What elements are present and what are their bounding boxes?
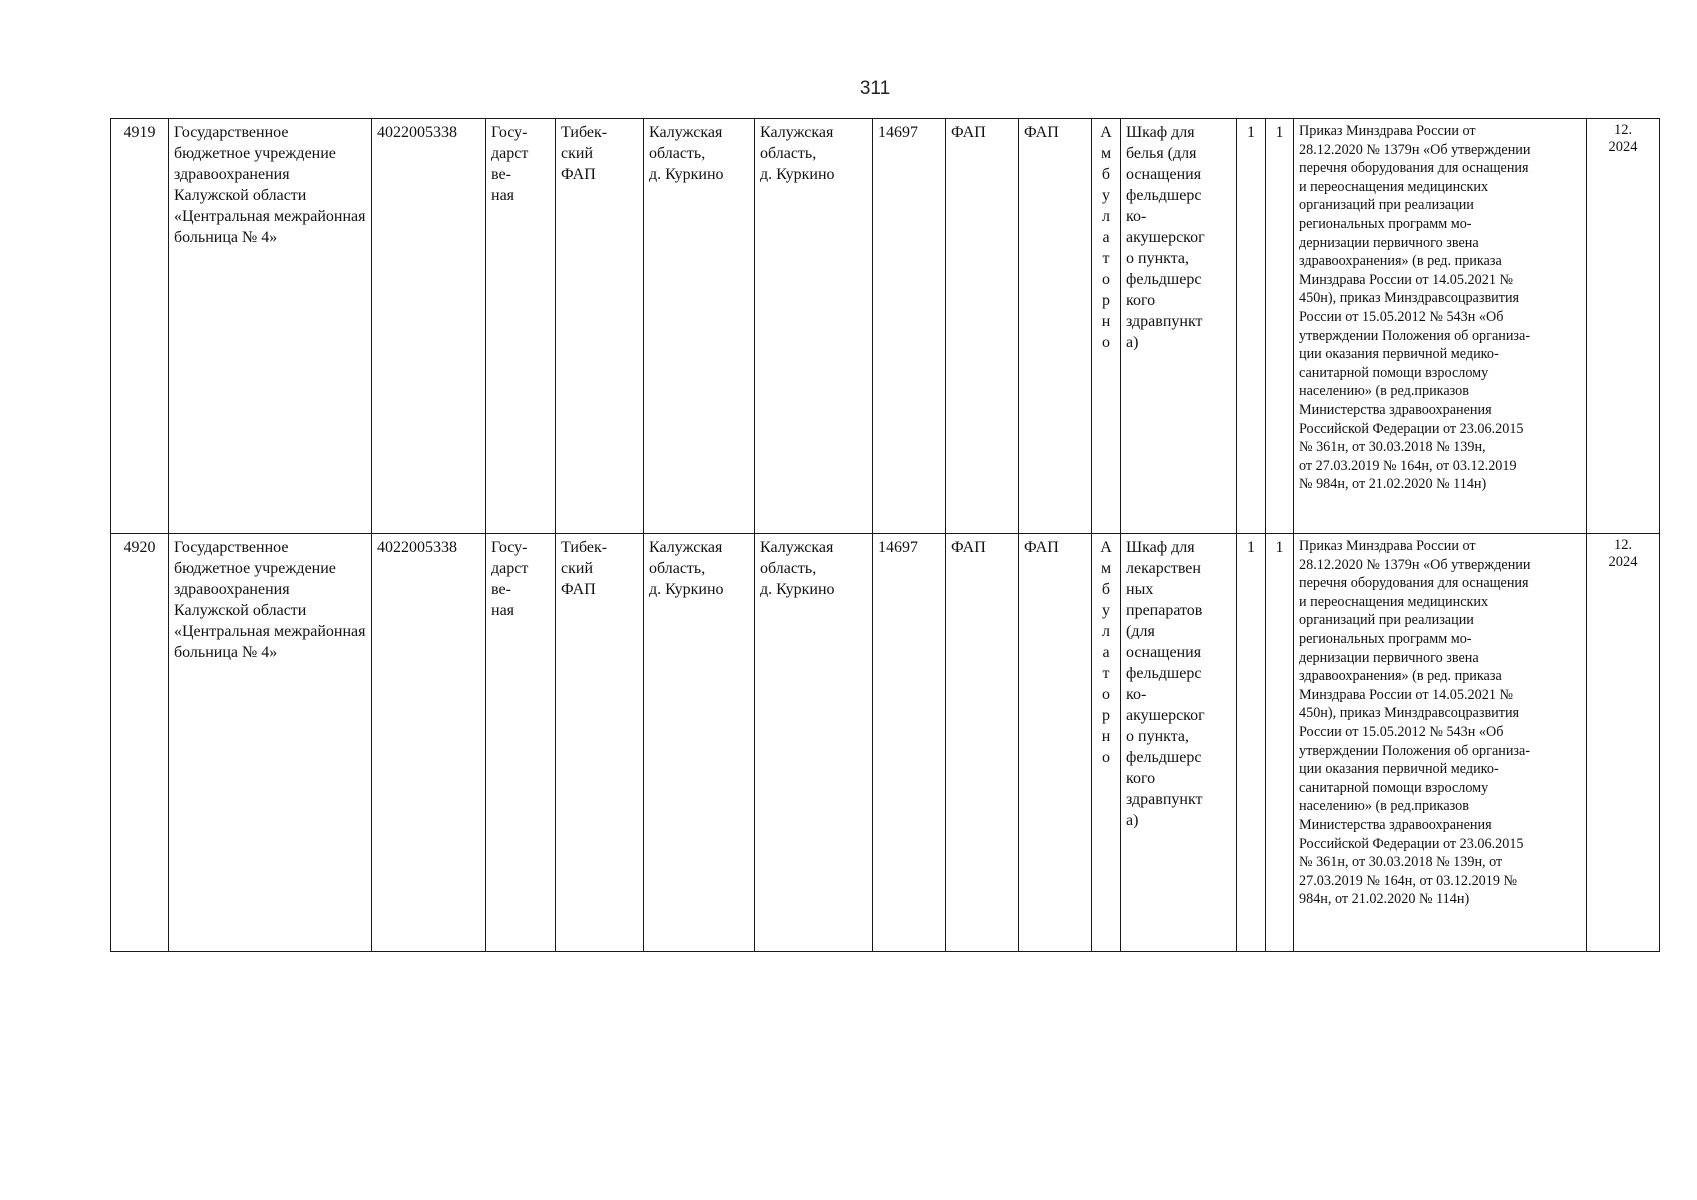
legal-address: Калужская область, д. Куркино	[644, 534, 755, 952]
equipment-name: Шкаф для лекарствен ных препаратов (для оснащения фельдшерс ко- акушерског о пункта, фельдшерс кого здравпункт а)	[1121, 534, 1237, 952]
quantity-required: 1	[1237, 119, 1266, 534]
unit-name: Тибек- ский ФАП	[556, 119, 644, 534]
organization-name: Государственное бюджетное учреждение здравоохранения Калужской области «Центральная межрайонная больница № 4»	[169, 119, 372, 534]
ownership-form: Госу- дарст ве- ная	[486, 534, 556, 952]
table-row	[111, 534, 1660, 952]
quantity-required: 1	[1237, 534, 1266, 952]
legal-address: Калужская область, д. Куркино	[644, 119, 755, 534]
ownership-form: Госу- дарст ве- ная	[486, 119, 556, 534]
facility-type: ФАП	[946, 119, 1019, 534]
legal-basis: Приказ Минздрава России от 28.12.2020 № 1379н «Об утверждении перечня оборудования для оснащения и переоснащения медицинских организаций при реализации региональных программ мо- дернизации первичного звена здравоохранения» (в ред. приказа Минздрава России от 14.05.2021 № 450н), приказ Минздравсоцразвития России от 15.05.2012 № 543н «Об утверждении Положения об организа- ции оказания первичной медико- санитарной помощи взрослому населению» (в ред.приказов Министерства здравоохранения Российской Федерации от 23.06.2015 № 361н, от 30.03.2018 № 139н, от 27.03.2019 № 164н, от 03.12.2019 № 984н, от 21.02.2020 № 114н)	[1294, 119, 1587, 534]
facility-code: 14697	[873, 534, 946, 952]
actual-address: Калужская область, д. Куркино	[755, 119, 873, 534]
facility-type: ФАП	[946, 534, 1019, 952]
inn-value: 4022005338	[372, 534, 486, 952]
quantity-planned: 1	[1266, 534, 1294, 952]
delivery-date: 12. 2024	[1587, 119, 1660, 534]
facility-code: 14697	[873, 119, 946, 534]
record-number: 4919	[111, 119, 169, 534]
unit-name: Тибек- ский ФАП	[556, 534, 644, 952]
facility-subtype: ФАП	[1019, 534, 1092, 952]
organization-name: Государственное бюджетное учреждение здравоохранения Калужской области «Центральная межрайонная больница № 4»	[169, 534, 372, 952]
equipment-name: Шкаф для белья (для оснащения фельдшерс ко- акушерског о пункта, фельдшерс кого здравпункт а)	[1121, 119, 1237, 534]
care-type-vertical: А м б у л а т о р н о	[1092, 534, 1121, 952]
inn-value: 4022005338	[372, 119, 486, 534]
quantity-planned: 1	[1266, 119, 1294, 534]
record-number: 4920	[111, 534, 169, 952]
delivery-date: 12. 2024	[1587, 534, 1660, 952]
facility-subtype: ФАП	[1019, 119, 1092, 534]
care-type-vertical: А м б у л а т о р н о	[1092, 119, 1121, 534]
equipment-registry-table	[110, 118, 1660, 952]
table-row	[111, 119, 1660, 534]
legal-basis: Приказ Минздрава России от 28.12.2020 № 1379н «Об утверждении перечня оборудования для оснащения и переоснащения медицинских организаций при реализации региональных программ мо- дернизации первичного звена здравоохранения» (в ред. приказа Минздрава России от 14.05.2021 № 450н), приказ Минздравсоцразвития России от 15.05.2012 № 543н «Об утверждении Положения об организа- ции оказания первичной медико- санитарной помощи взрослому населению» (в ред.приказов Министерства здравоохранения Российской Федерации от 23.06.2015 № 361н, от 30.03.2018 № 139н, от 27.03.2019 № 164н, от 03.12.2019 № 984н, от 21.02.2020 № 114н)	[1294, 534, 1587, 952]
actual-address: Калужская область, д. Куркино	[755, 534, 873, 952]
page-number: 311	[859, 78, 891, 99]
